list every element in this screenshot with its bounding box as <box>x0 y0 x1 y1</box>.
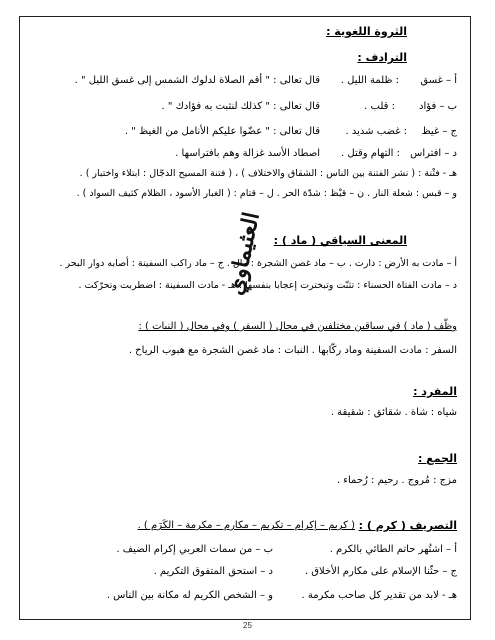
section-title: الثروة اللغوية : <box>326 25 407 38</box>
synonym-label: ب – فؤاد <box>419 101 457 112</box>
author-stamp: العثيماوي <box>222 209 265 298</box>
context-meaning-heading: المعنى السياقي ( ماد ) : <box>273 234 407 247</box>
conjugation-item: د – استحق المتفوق التكريم . <box>153 566 273 577</box>
synonym-line-h: هـ - فتْنة : ( نشر الفتنة بين الناس : الشقاق والاختلاف ) ، ( فتنة المسيح الدجّال : ابتلاء واختبار ) . <box>79 168 457 179</box>
plural-line: مزج : مُروج . رحيم : رُحماء . <box>336 475 457 486</box>
conjugation-item: ج – حثّنا الإسلام على مكارم الأخلاق . <box>304 566 457 577</box>
context-line-1: أ – مادت به الأرض : دارت . ب – ماد غصن الشجرة : مال . ج – ماد راكب السفينة : أصابه دوار البحر . <box>59 258 457 269</box>
synonym-line-w: و – قبس : شعلة النار . ن – قيْظ : شدّة الحر . ل – قتام : ( الغبار الأسود ، الظلام كثيف السواد ) . <box>76 188 457 199</box>
conjugation-heading: التصريف ( كرم ) : <box>358 519 457 532</box>
synonym-meaning: : ظلمة الليل . <box>340 75 399 86</box>
usage-heading: وظّف ( ماد ) في سياقين مختلفين في مجال ( السفر ) وفي مجال ( النبات ) : <box>138 321 457 332</box>
synonym-label: ج – غيظ <box>421 126 457 137</box>
page-number: 25 <box>243 621 252 630</box>
usage-line: السفر : مادت السفينة وماد ركّابها . النبات : ماد غصن الشجرة مع هبوب الرياح . <box>128 345 457 356</box>
synonym-heading: الترادف : <box>357 51 407 64</box>
plural-heading: الجمع : <box>418 452 457 465</box>
synonym-meaning: : قلب . <box>364 101 395 112</box>
singular-heading: المفرد : <box>413 385 457 398</box>
synonym-meaning: : التهام وقتل . <box>341 148 400 159</box>
synonym-example: قال تعالى : " كذلك لنثبت به فؤادك " . <box>161 101 320 112</box>
synonym-example: اصطاد الأسد غزالة وهم بافتراسها . <box>175 148 320 159</box>
conjugation-item: ب – من سمات العربي إكرام الضيف . <box>116 544 273 555</box>
conjugation-forms: ( كريم – إكرام – تكريم – مكارم – مكرمة – الكَرَم ) . <box>137 520 355 531</box>
synonym-example: قال تعالى : " أقم الصلاة لدلوك الشمس إلى غسق الليل " . <box>74 75 320 86</box>
singular-line: شياه : شاة . شقائق : شقيقة . <box>330 407 457 418</box>
conjugation-item: أ – اشتُهر حاتم الطائي بالكرم . <box>329 544 457 555</box>
conjugation-item: هـ - لابد من تقدير كل صاحب مكرمة . <box>301 590 457 601</box>
context-line-2: د – مادت الفتاة الحسناء : تثنّت وتبخترت إعجابا بنفسها . هـ - مادت السفينة : اضطربت وتحرّكت . <box>78 280 457 291</box>
synonym-label: أ – غسق <box>420 75 457 86</box>
synonym-example: قال تعالى : " عضّوا عليكم الأنامل من الغيظ " . <box>124 126 320 137</box>
conjugation-item: و – الشخص الكريم له مكانة بين الناس . <box>106 590 273 601</box>
synonym-meaning: : غضب شديد . <box>345 126 407 137</box>
synonym-label: د – افتراس <box>410 148 457 159</box>
